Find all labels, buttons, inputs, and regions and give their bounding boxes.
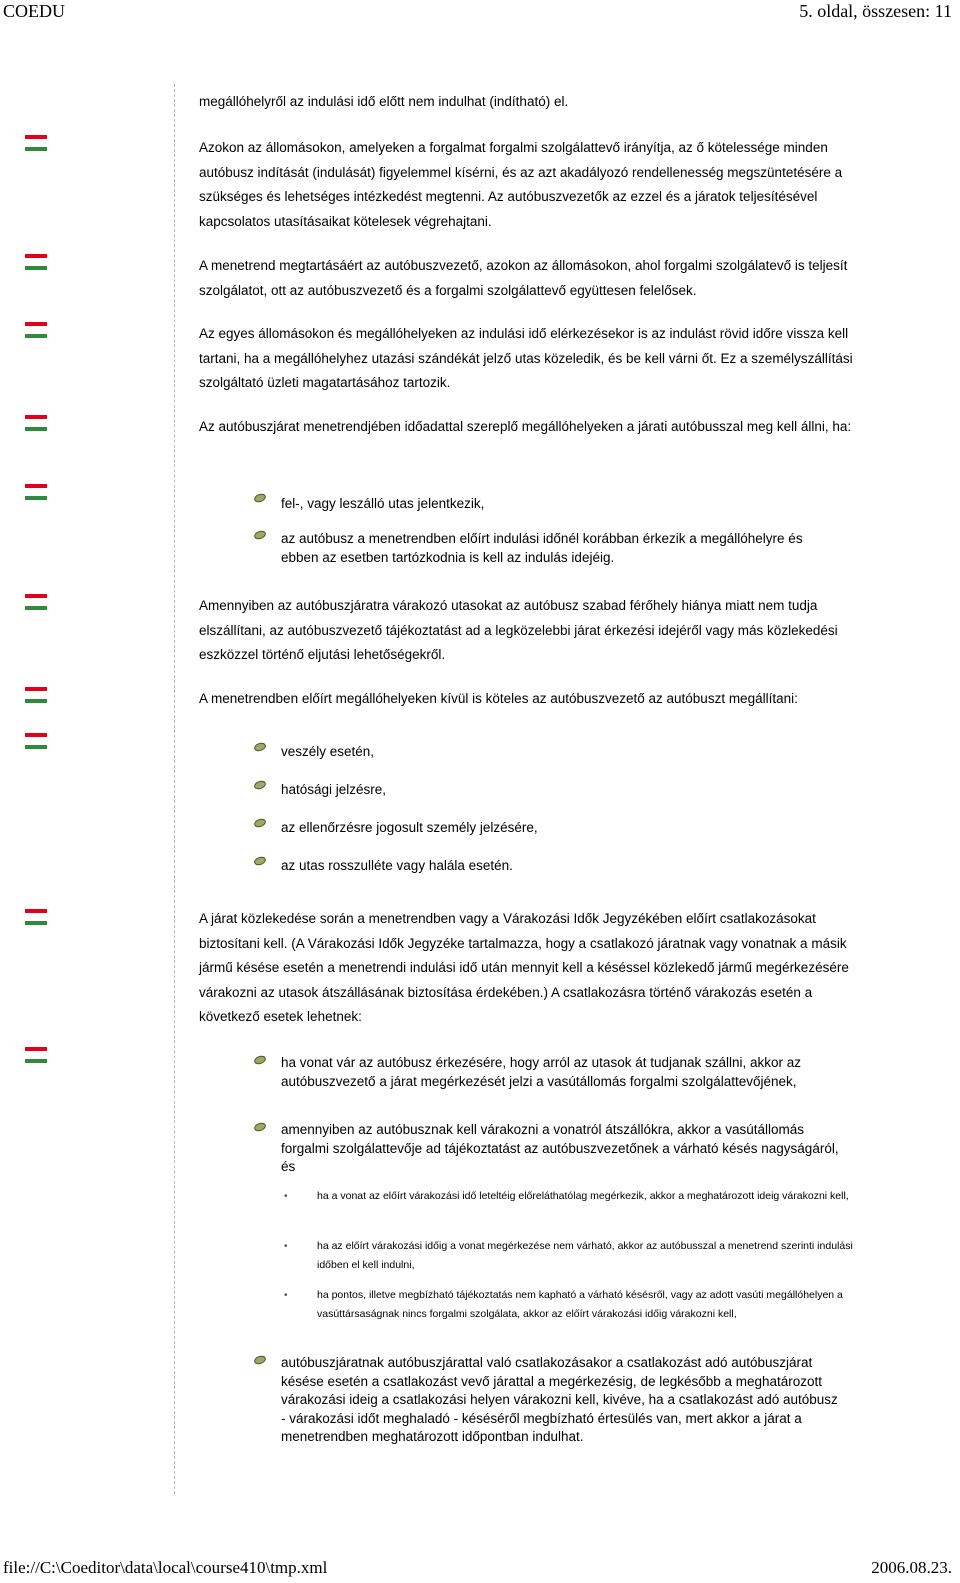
page-header xyxy=(0,0,960,26)
small-bullet-icon: • xyxy=(284,1290,288,1301)
list-item: hatósági jelzésre, xyxy=(281,782,387,797)
hungarian-flag-icon xyxy=(25,687,47,705)
list-item: fel-, vagy leszálló utas jelentkezik, xyxy=(281,496,485,511)
leaf-bullet-icon xyxy=(254,1055,266,1065)
leaf-bullet-icon xyxy=(254,742,266,752)
leaf-bullet-icon xyxy=(254,1355,266,1365)
paragraph: Amennyiben az autóbuszjáratra várakozó utasokat az autóbusz szabad férőhely hiánya miatt nem tudja elszállítani, az autóbuszvezető tájékoztatást ad a legközelebbi járat érkezési idejéről vagy más közlekedési eszközzel történő eljutási lehetőségekről. xyxy=(199,598,838,662)
margin-divider xyxy=(174,84,175,1494)
list-item: az utas rosszulléte vagy halála esetén. xyxy=(281,858,513,873)
hungarian-flag-icon xyxy=(25,135,47,153)
sub-list-item: ha pontos, illetve megbízható tájékoztatás nem kapható a várható késésről, vagy az adott vasúti megállóhelyen a vasúttársaságnak nincs forgalmi szolgálata, akkor az előírt várakozási időig várakozni kell, xyxy=(317,1289,843,1320)
sub-list-item: ha az előírt várakozási időig a vonat megérkezése nem várható, akkor az autóbusszal a menetrend szerinti indulási időben el kell indulni, xyxy=(317,1240,853,1271)
small-bullet-icon: • xyxy=(284,1241,288,1252)
hungarian-flag-icon xyxy=(25,1047,47,1065)
list-item: amennyiben az autóbusznak kell várakozni a vonatról átszállókra, akkor a vasútállomás forgalmi szolgálattevője ad tájékoztatást az autóbuszvezetőnek a várható késés nagyságáról, és xyxy=(281,1122,839,1174)
small-bullet-icon: • xyxy=(284,1191,288,1202)
list-item: veszély esetén, xyxy=(281,744,375,759)
paragraph: Az egyes állomásokon és megállóhelyeken az indulási idő elérkezésekor is az indulást rövid időre vissza kell tartani, ha a megállóhelyhez utazási szándékát jelző utas közeledik, és be kell várni őt. Ez a személyszállítási szolgáltató üzleti magatartásához tartozik. xyxy=(199,326,853,390)
hungarian-flag-icon xyxy=(25,594,47,612)
list-item: ha vonat vár az autóbusz érkezésére, hogy arról az utasok át tudjanak szállni, akkor az autóbuszvezető a járat megérkezését jelzi a vasútállomás forgalmi szolgálattevőjének, xyxy=(281,1055,802,1089)
hungarian-flag-icon xyxy=(25,733,47,751)
hungarian-flag-icon xyxy=(25,909,47,927)
sub-list-item: ha a vonat az előírt várakozási idő leteltéig előreláthatólag megérkezik, akkor a meghatározott ideig várakozni kell, xyxy=(317,1190,849,1202)
footer-file-path: file://C:\Coeditor\data\local\course410\tmp.xml xyxy=(3,1558,328,1577)
hungarian-flag-icon xyxy=(25,322,47,340)
leaf-bullet-icon xyxy=(254,780,266,790)
footer-date: 2006.08.23. xyxy=(871,1558,952,1577)
list-item: az autóbusz a menetrendben előírt indulási időnél korábban érkezik a megállóhelyre és ebben az esetben tartózkodnia is kell az indulás idejéig. xyxy=(281,531,803,565)
leaf-bullet-icon xyxy=(254,818,266,828)
page-footer xyxy=(0,1556,960,1582)
hungarian-flag-icon xyxy=(25,415,47,433)
leaf-bullet-icon xyxy=(254,530,266,540)
list-item: autóbuszjáratnak autóbuszjárattal való csatlakozásakor a csatlakozást adó autóbuszjárat késése esetén a csatlakozást vevő járattal a megérkezésig, de legkésőbb a meghatározott várakozási ideig a csatlakozási helyen várakozni kell, kivéve, ha a csatlakozást adó autóbusz - várakozási időt meghaladó - késéséről megbízható értesülés van, mert akkor a járat a menetrendben meghatározott időpontban indulhat. xyxy=(281,1355,838,1444)
header-page-counter: 5. oldal, összesen: 11 xyxy=(799,1,952,21)
paragraph: megállóhelyről az indulási idő előtt nem indulhat (indítható) el. xyxy=(199,94,569,109)
header-app-name: COEDU xyxy=(3,1,65,21)
leaf-bullet-icon xyxy=(254,1122,266,1132)
paragraph: A menetrendben előírt megállóhelyeken kívül is köteles az autóbuszvezető az autóbuszt megállítani: xyxy=(199,691,798,706)
paragraph: Az autóbuszjárat menetrendjében időadattal szereplő megállóhelyeken a járati autóbusszal meg kell állni, ha: xyxy=(199,419,852,434)
leaf-bullet-icon xyxy=(254,493,266,503)
paragraph: A járat közlekedése során a menetrendben vagy a Várakozási Idők Jegyzékében előírt csatlakozásokat biztosítani kell. (A Várakozási Idők Jegyzéke tartalmazza, hogy a csatlakozó járatnak vagy vonatnak a másik jármű késése esetén a menetrendi indulási idő után mennyit kell a késéssel közlekedő jármű megérkezésére várakozni az utasok átszállásának biztosítása érdekében.) A csatlakozásra történő várakozás esetén a következő esetek lehetnek: xyxy=(199,911,849,1024)
leaf-bullet-icon xyxy=(254,856,266,866)
paragraph: Azokon az állomásokon, amelyeken a forgalmat forgalmi szolgálattevő irányítja, az ő kötelessége minden autóbusz indítását (indulását) figyelemmel kísérni, és az azt akadályozó rendellenesség megszüntetésére a szükséges és lehetséges intézkedést megtenni. Az autóbuszvezetők az ezzel és a járatok teljesítésével kapcsolatos utasításaikat kötelesek végrehajtani. xyxy=(199,140,843,229)
hungarian-flag-icon xyxy=(25,484,47,502)
paragraph: A menetrend megtartásáért az autóbuszvezető, azokon az állomásokon, ahol forgalmi szolgálatevő is teljesít szolgálatot, ott az autóbuszvezető és a forgalmi szolgálattevő együttesen felelősek. xyxy=(199,258,848,298)
list-item: az ellenőrzésre jogosult személy jelzésére, xyxy=(281,820,538,835)
hungarian-flag-icon xyxy=(25,254,47,272)
